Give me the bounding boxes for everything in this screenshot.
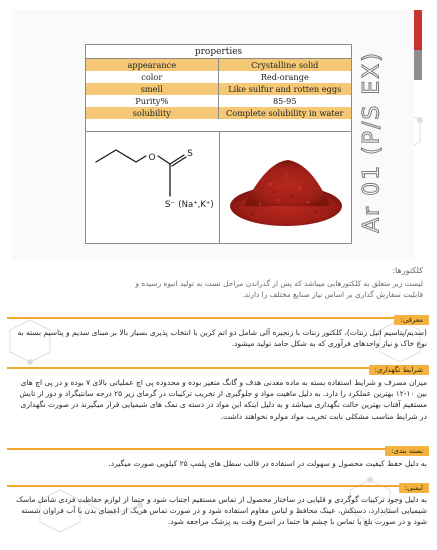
- property-row: [86, 71, 351, 83]
- property-row: [86, 83, 351, 95]
- section-text-packaging: به دلیل حفظ کیفیت محصول و سهولت در استفاده در قالب سطل های پلمپ ۲۵ کیلویی صورت میگیرد.: [108, 459, 427, 468]
- section-divider: [7, 367, 429, 369]
- section-label-storage: شرایط نگهداری:: [369, 365, 429, 375]
- section-text-safety: به دلیل وجود ترکیبات گوگردی و قلیایی در ساختار محصول از تماس مستقیم اجتناب شود و حتما از لوازم حفاظت فردی شامل ماسک شیمیایی استاندارد، دستکش، عینک محافظ و لباس مقاوم استفاده شود و در صورت تماس هریک از اعضای بدن با آب فراوان شسته شود و در صورت بلع یا تماس با چشم ها حتما در اسرع وقت به پزشک مراجعه شود.: [16, 495, 427, 527]
- property-row: [86, 95, 351, 107]
- property-row: [86, 59, 351, 71]
- red-powder-image: [226, 140, 346, 236]
- property-name: solubility: [86, 107, 219, 119]
- sulfur-top-label: S: [187, 149, 193, 159]
- properties-table: [85, 44, 352, 244]
- product-visuals: [86, 131, 351, 243]
- property-value: Like sulfur and rotten eggs: [228, 84, 342, 94]
- property-value: Crystalline solid: [251, 60, 319, 70]
- section-label-introduction: معرفی:: [394, 315, 429, 325]
- section-label-packaging: بسته بندی:: [385, 446, 429, 456]
- property-name: smell: [86, 83, 219, 95]
- property-name: Purity%: [86, 95, 219, 107]
- red-ribbon: [414, 10, 422, 50]
- property-name: appearance: [86, 59, 219, 71]
- visuals-divider: [219, 132, 220, 244]
- product-code-text: Ar 01 (P/S EX): [359, 51, 385, 233]
- sulfur-anion-label: S⁻: [164, 200, 176, 210]
- section-label-safety: ایمنی:: [399, 483, 429, 493]
- properties-header: properties: [86, 45, 351, 59]
- property-value: Complete solubility in water: [226, 108, 344, 118]
- property-row: [86, 107, 351, 119]
- gray-ribbon: [414, 50, 422, 80]
- cation-label: (Na⁺,K⁺): [178, 200, 214, 210]
- section-divider: [7, 485, 429, 487]
- property-name: color: [86, 71, 219, 83]
- section-text-storage: میزان مصرف و شرایط استفاده بسته به ماده معدنی هدف و گانگ متغیر بوده و محدوده پی اچ عملیاتی بالای ۷ بوده و در پی اچ های بین ۱۰-۱۲ بهترین عملکرد را دارد. به دلیل ماهیت مواد و جلوگیری از تخریب ترکیبات در گرمای زیر ۲۵ درجه سانتیگراد و دور از تابش مستقیم آفتاب بهترین حالت نگهداری میباشد و به دلیل اینکه این مواد در دسته ی نمک های شیمیایی قرار میگیرند در صورت نگهداری در شرایط مناسب مشکلی بابت تخریب مواد مولره نخواهند داشت.: [19, 378, 427, 421]
- section-divider: [7, 317, 429, 319]
- intro-text: لیست زیر متعلق به کلکتورهایی میباشد که پس از گذراندن مراحل تست به تولید انبوه رسیده و قابلیت سفارش گذاری بر اساس نیاز صنایع مختلف را دارند.: [135, 279, 423, 299]
- chemical-structure: [90, 138, 216, 238]
- oxygen-atom-label: O: [148, 153, 156, 163]
- intro-heading: کلکتورها:: [392, 266, 423, 275]
- property-value: Red-orange: [260, 72, 309, 82]
- section-divider: [7, 448, 429, 450]
- product-code-vertical: [355, 42, 389, 242]
- property-value: 85-95: [272, 96, 297, 106]
- section-text-introduction: (سدیم/پتاسیم اتیل زنتات)، کلکتور زنتات با زنجیره آلی شامل دو اتم کربن با انتخاب پذیری بسیار بالا بر مبنای سدیم و پتاسیم بسته به نوع خاک و نیاز واحدهای فرآوری که به شکل جامد تولید میشود.: [17, 328, 427, 349]
